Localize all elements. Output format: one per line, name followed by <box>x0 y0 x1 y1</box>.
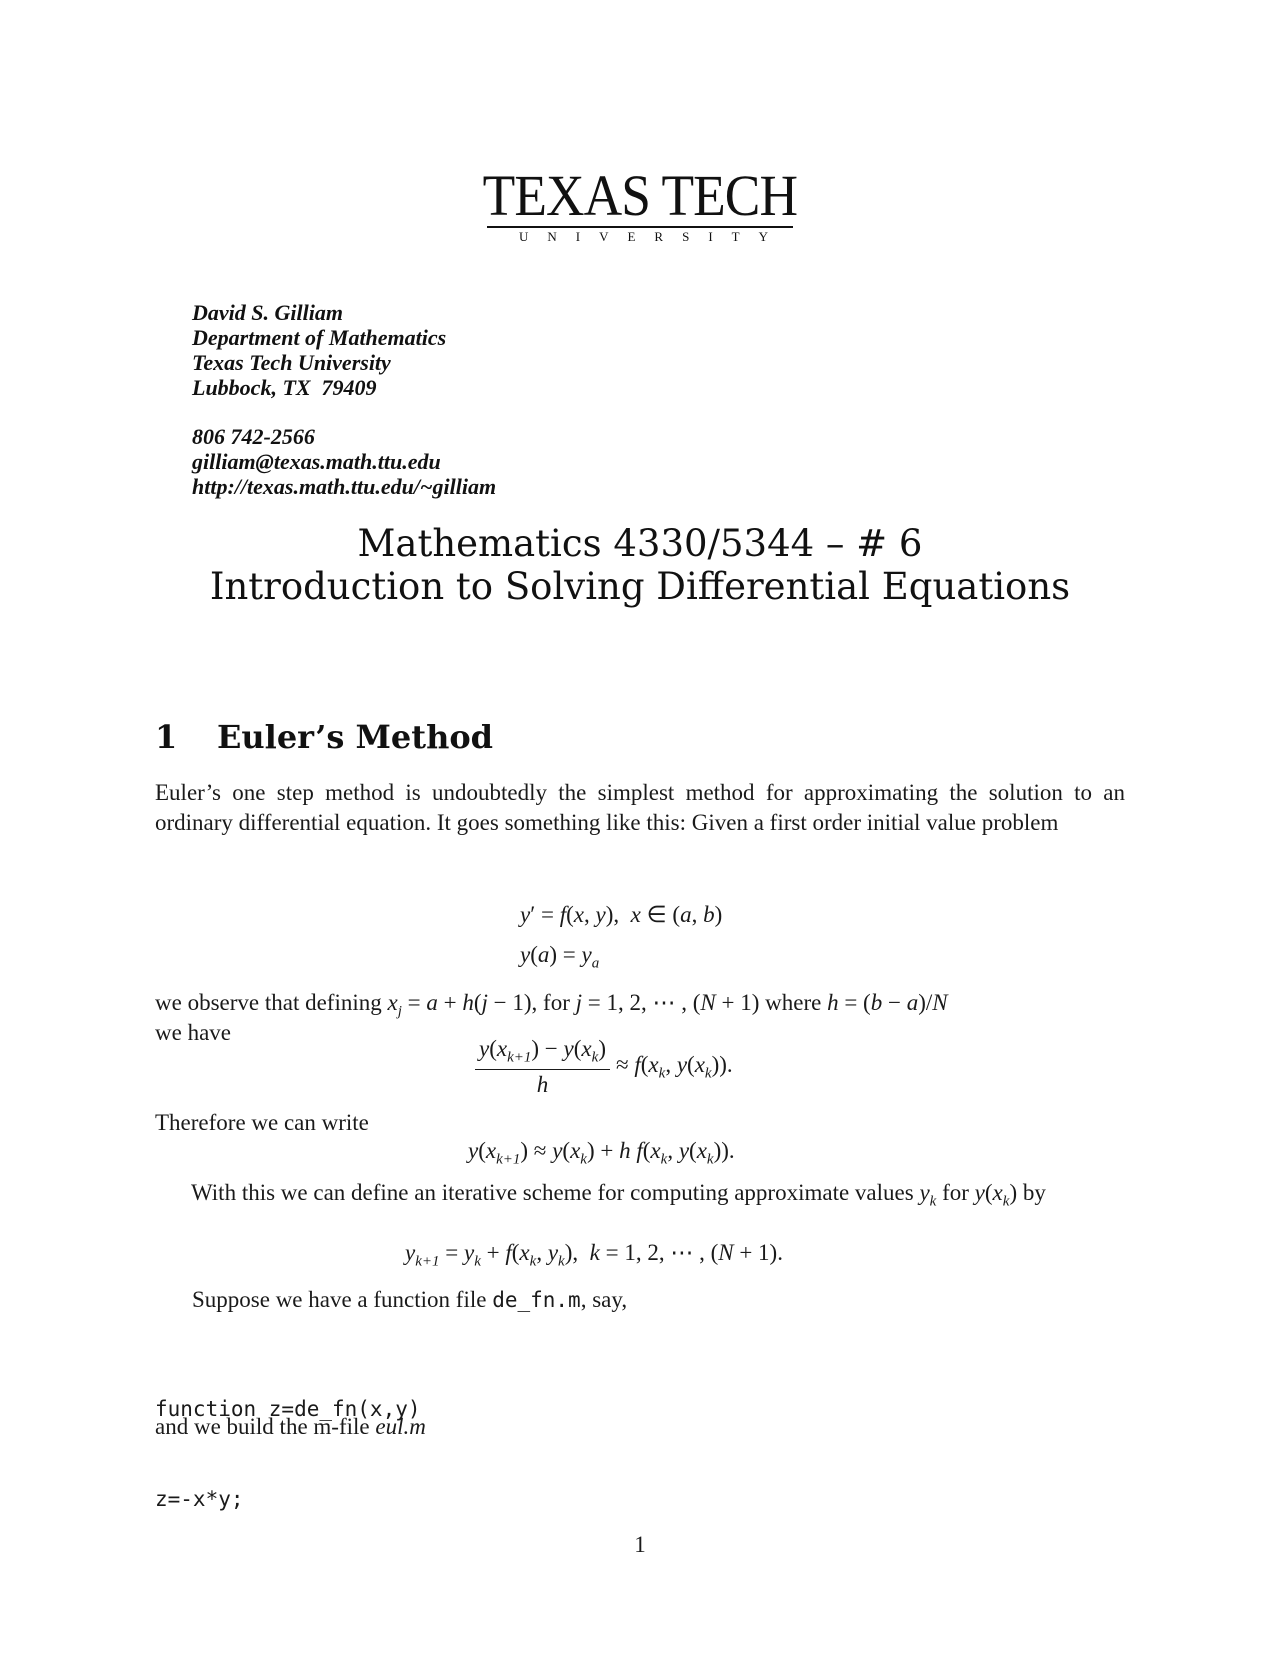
paragraph-mfile: and we build the m-file eul.m <box>155 1414 426 1439</box>
title-line-1: Mathematics 4330/5344 – # 6 <box>357 522 923 565</box>
author-name: David S. Gilliam <box>192 300 343 325</box>
section-number: 1 <box>155 718 178 756</box>
text-therefore: Therefore we can write <box>155 1110 369 1135</box>
author-city: Lubbock, TX 79409 <box>192 375 377 400</box>
mfile-name: eul.m <box>375 1414 426 1439</box>
author-university: Texas Tech University <box>192 350 391 375</box>
paragraph-function-file: Suppose we have a function file de_fn.m, say, <box>192 1287 628 1312</box>
page-number: 1 <box>634 1532 646 1557</box>
code-line: z=-x*y; <box>155 1487 244 1511</box>
title-line-2: Introduction to Solving Differential Equations <box>209 565 1071 608</box>
text-we-have: we have <box>155 1020 231 1045</box>
author-phone: 806 742-2566 <box>192 424 315 449</box>
paragraph-intro: Euler’s one step method is undoubtedly the simplest method for approximating the solution to an ordinary differential equation. It goes something like this: Given a first order initial value problem <box>155 780 1125 835</box>
paragraph-iterative-scheme: With this we can define an iterative scheme for computing approximate values $y_k$ for $y(x_k)$ by <box>191 1180 1046 1210</box>
university-logo <box>0 163 1280 246</box>
equation-difference-quotient: $\frac{y(x_{k+1}) - y(x_k)}{h}$ ≈ $f(x_k$, $y(x_k)$). <box>475 1036 733 1098</box>
equation-euler-approx: $y(x_{k+1}) \approx y(x_k) + h$ $f(x_k$, $y(x_k)$). <box>468 1138 735 1168</box>
equation-ivp: y′ = f(x, y), x ∈ (a, b) $y(a) = y_a$ <box>520 902 723 972</box>
paragraph-observe: we observe that defining $x_j = a + h(j - 1)$, for j = 1, 2, ⋯ , (N + 1) where h = (b − a)/N <box>155 990 948 1020</box>
code-line: function z=de_fn(x,y) <box>155 1397 421 1421</box>
author-url: http://texas.math.ttu.edu/~gilliam <box>192 474 497 499</box>
logo-main-text: TEXAS TECH <box>482 163 798 228</box>
logo-sub-text: UNIVERSITY <box>519 229 787 244</box>
author-address-block <box>192 300 496 499</box>
section-heading <box>155 718 493 756</box>
section-title: Euler’s Method <box>217 718 494 756</box>
author-email: gilliam@texas.math.ttu.edu <box>192 449 441 474</box>
document-title <box>0 522 1280 608</box>
author-department: Department of Mathematics <box>192 325 447 350</box>
inline-code-filename: de_fn.m <box>492 1288 581 1312</box>
equation-euler-scheme: $y_{k+1} = y_k + f(x_k$, $y_k$), k = 1, 2, ⋯ , (N + 1). <box>405 1240 783 1270</box>
